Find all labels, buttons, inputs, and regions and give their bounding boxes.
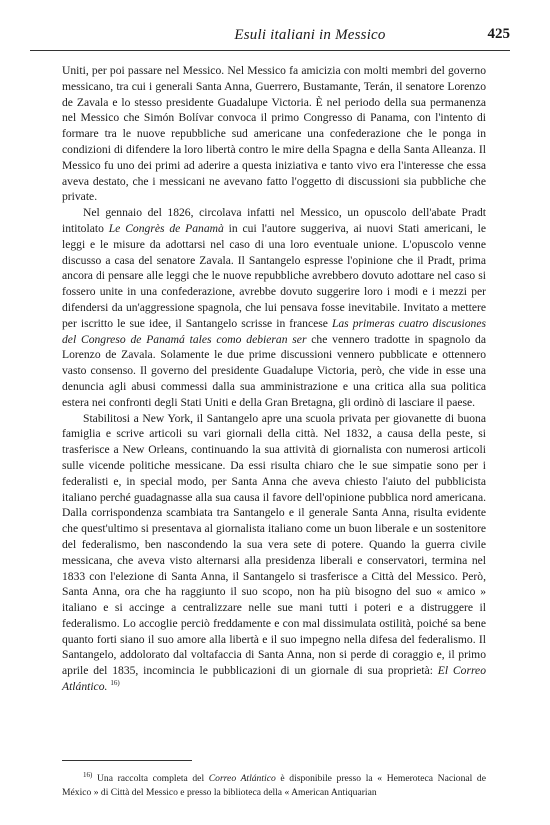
text-run: è disponibile presso la « Hemeroteca Nacional de México » di Città del Messico e presso la biblioteca della « American Antiquarian xyxy=(62,773,486,798)
running-header xyxy=(30,22,510,52)
text-run: Stabilitosi a New York, il Santangelo apre una scuola privata per giovanette di buona famiglia e scrive articoli su vari giornali della città. Nel 1832, a causa della peste, si trasferisce a New Orleans, continuando la sua attività di giornalista con numerosi articoli sulle vicende politiche messicane. Da essi risulta chiaro che le sue simpatie sono per i federalisti e, in special modo, per Santa Anna che aveva chiesto l'aiuto del pubblicista italiano perché guadagnasse alla sua causa il favore dell'opinione pubblica nord americana. Dalla corrispondenza scambiata tra Santangelo e il generale Santa Anna, risulta evidente che quest'ultimo si presentava al giornalista italiano come un buon liberale e un sostenitore del federalismo, ben nascondendo la sua vera sete di potere. Quando la guerra civile messicana, che aveva visto alternarsi alla presidenza liberali e conservatori, termina nel 1833 con l'elezione di Santa Anna, il Santangelo si trasferisce a Città del Messico. Però, Santa Anna, ora che ha raggiunto il suo scopo, non ha più bisogno del suo « amico » italiano e si accinge a centralizzare nelle sue mani tutti i poteri e a distruggere il federalismo. Lo accoglie perciò freddamente e con mal dissimulata ostilità, poiché sa bene quanto forti siano il suo amore alla libertà e il suo impegno nella difesa del federalismo. Il Santangelo, addolorato dal voltafaccia di Santa Anna, non si perde di coraggio e, il primo aprile del 1835, incomincia le pubblicazioni di un giornale di sua proprietà: xyxy=(62,411,486,678)
italic-text: El Correo Atlántico. xyxy=(62,664,486,694)
paragraph xyxy=(62,205,486,410)
footnote-marker: 16) xyxy=(83,770,93,779)
running-title: Esuli italiani in Messico xyxy=(234,27,386,43)
body-text xyxy=(62,63,486,695)
text-run: Nel gennaio del 1826, circolava infatti nel Messico, un opuscolo dell'abate Pradt intitolato xyxy=(62,206,486,235)
paragraph xyxy=(62,63,486,205)
text-run: in cui l'autore suggeriva, ai nuovi Stati americani, le leggi e le misure da adottarsi nel caso di una loro eventuale unione. L'opuscolo venne discusso a casa del senatore Zavala. Il Santangelo espresse l'opinione che il Pradt, prima ancora di pensare alle leggi che le nuove repubbliche avrebbero dovuto adottare nel caso si fossero unite in una confederazione, avrebbe dovuto suggerire loro i modi e i mezzi per difendersi da un'aggressione spagnola, che lui pensava fosse inevitabile. Invitato a mettere per iscritto le sue idee, il Santangelo scrisse in francese xyxy=(62,221,486,330)
text-run: Uniti, per poi passare nel Messico. Nel Messico fa amicizia con molti membri del governo messicano, tra cui i generali Santa Anna, Guerrero, Bustamante, Terán, il senatore Lorenzo de Zavala e lo stesso presidente Guadalupe Victoria. È nel periodo della sua permanenza nel Messico che Simón Bolívar convoca il primo Congresso di Panama, con l'intento di formare tra le nuove repubbliche sud americane una confederazione che le ponga in condizioni di difendere la loro libertà contro le mire della Spagna e della Santa Alleanza. Il Messico fu uno dei primi ad aderire a questa iniziativa e tanto vivo era l'interesse che essa aveva destato, che i messicani ne avevano fatto l'oggetto di discussioni sia pubbliche che private. xyxy=(62,64,486,204)
header-rule xyxy=(30,50,510,51)
italic-text: Correo Atlántico xyxy=(208,773,276,784)
page-number: 425 xyxy=(487,26,510,42)
italic-text: Le Congrès de Panamà xyxy=(108,221,224,235)
footnote-reference: 16) xyxy=(110,679,120,688)
footnote-rule xyxy=(62,760,192,761)
footnote xyxy=(62,772,486,800)
italic-text: Las primeras cuatro discusiones del Congreso de Panamá tales como debieran ser xyxy=(62,316,486,346)
text-run: che vennero tradotte in spagnolo da Lorenzo de Zavala. Solamente le due prime discussioni vennero pubblicate e ottennero vasto consenso. Il governo del presidente Guadalupe Victoria, però, che vide in esse una denuncia agli abusi commessi dalla sua amministrazione e una critica alla sua politica estera nei confronti degli Stati Uniti e della Gran Bretagna, gli ordinò di lasciare il paese. xyxy=(62,332,486,409)
text-run: Una raccolta completa del xyxy=(92,773,209,784)
footnote-text xyxy=(62,770,486,798)
paragraph xyxy=(62,411,486,695)
